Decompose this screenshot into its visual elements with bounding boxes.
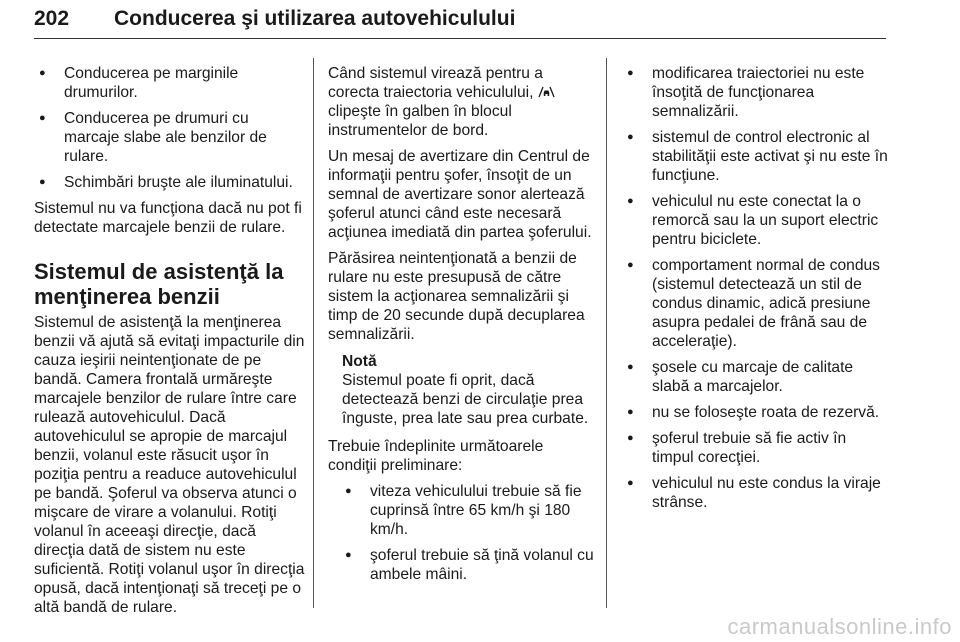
paragraph: Părăsirea neintenţionată a benzii de rulare nu este presupusă de către sistem la acţionarea semnalizării şi timp de 20 secunde după decuplarea semnalizării. [328,250,585,343]
column-divider-2 [606,58,607,608]
list-item: ● sistemul de control electronic al stabilităţii este activat şi nu este în funcţiune. [622,128,890,185]
paragraph: Un mesaj de avertizare din Centrul de informaţii pentru şofer, însoţit de un semnal de avertizare sonor alertează şoferul atunci când este necesară acţiunea imediată din partea şoferului. [328,148,592,241]
page-header [34,4,886,39]
paragraph: Sistemul de asistenţă la menţinerea benzii vă ajută să evitaţi impacturile din cauza ieşirii neintenţionate de pe bandă. Camera frontală urmăreşte marcajele benzilor de rulare între care rulează autovehiculul. Dacă autovehiculul se apropie de marcajul benzii, volanul este răsucit uşor în poziţia pentru a readuce autovehiculul pe bandă. Şoferul va observa atunci o mişcare de virare a volanului. Rotiţi volanul în aceeaşi direcţie, dacă direcţia dată de sistem nu este suficientă. Rotiţi volanul uşor în direcţia opusă, dacă intenţionaţi să treceţi pe o altă bandă de rulare. [34,314,305,616]
list-item: ● vehiculul nu este condus la viraje strânse. [622,474,890,512]
paragraph-text: clipeşte în galben în blocul instrumentelor de bord. [328,103,512,139]
list-item: ● şoferul trebuie să ţină volanul cu ambele mâini. [328,546,596,584]
paragraph-with-icon [328,64,596,140]
column-right [622,64,890,519]
paragraph: Trebuie îndeplinite următoarele condiţii preliminare: [328,438,544,474]
paragraph-text: Când sistemul virează pentru a corecta traiectoria vehiculului, [328,65,543,101]
paragraph: Sistemul nu va funcţiona dacă nu pot fi detectate marcajele benzii de rulare. [34,200,302,236]
note-text: Sistemul poate fi oprit, dacă detectează benzi de circulaţie prea înguste, prea late sau prea curbate. [342,372,589,427]
watermark: carmanualsonline.info [727,614,952,639]
lane-keep-assist-icon [538,85,555,98]
condition-list [34,64,306,192]
precondition-list [328,482,596,584]
list-item: ● şosele cu marcaje de calitate slabă a marcajelor. [622,358,890,396]
page-number: 202 [34,7,70,30]
column-left [34,64,306,624]
list-item: ● viteza vehiculului trebuie să fie cuprinsă între 65 km/h şi 180 km/h. [328,482,596,539]
column-divider-1 [313,58,314,608]
list-item: ● Conducerea pe drumuri cu marcaje slabe ale benzilor de rulare. [34,109,306,166]
list-item: ● comportament normal de condus (sistemul detectează un stil de condus dinamic, adică presiune asupra pedalei de frână sau de acceleraţie). [622,256,890,351]
column-middle [328,64,596,591]
chapter-title: Conducerea şi utilizarea autovehiculului [114,7,516,30]
precondition-list-continued [622,64,890,512]
list-item: ● şoferul trebuie să fie activ în timpul corecţiei. [622,429,890,467]
list-item: ● Schimbări bruşte ale iluminatului. [34,173,306,192]
note-box [342,352,596,428]
list-item: ● modificarea traiectoriei nu este însoţită de funcţionarea semnalizării. [622,64,890,121]
list-item: ● vehiculul nu este conectat la o remorcă sau la un suport electric pentru biciclete. [622,192,890,249]
list-item: ● Conducerea pe marginile drumurilor. [34,64,306,102]
list-item: ● nu se foloseşte roata de rezervă. [622,403,890,422]
note-title: Notă [342,353,377,370]
section-heading: Sistemul de asistenţă la menţinerea benzii [34,259,284,309]
